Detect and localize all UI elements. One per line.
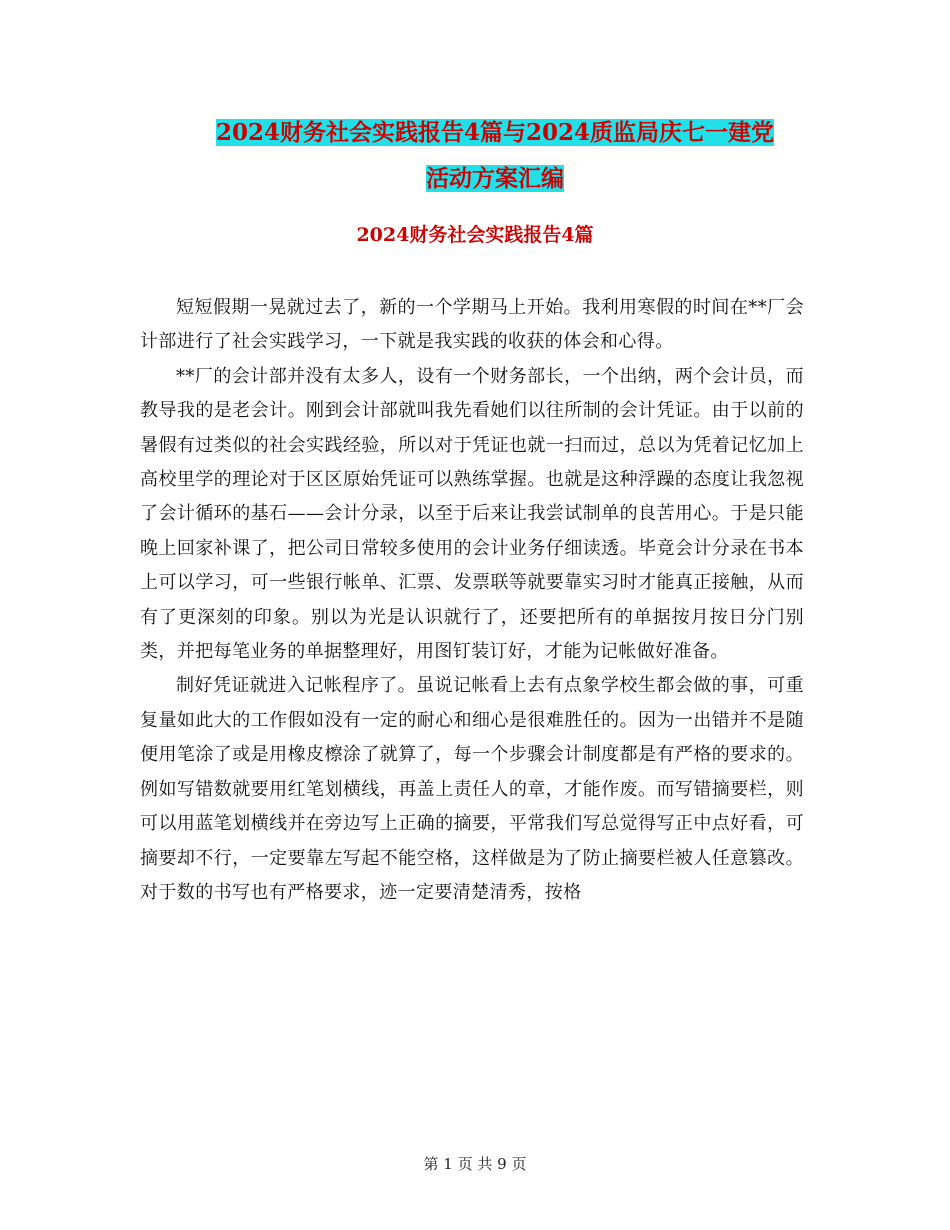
paragraph-3: 制好凭证就进入记帐程序了。虽说记帐看上去有点象学校生都会做的事，可重复量如此大的工作假如没有一定的耐心和细心是很难胜任的。因为一出错并不是随便用笔涂了或是用橡皮檫涂了就算了，每一个步骤会计制度都是有严格的要求的。例如写错数就要用红笔划横线，再盖上责任人的章，才能作废。而写错摘要栏，则可以用蓝笔划横线并在旁边写上正确的摘要，平常我们写总觉得写正中点好看，可摘要却不行，一定要靠左写起不能空格，这样做是为了防止摘要栏被人任意篡改。对于数的书写也有严格要求，迹一定要清楚清秀，按格 — [140, 675, 804, 903]
page-number: 第 1 页 共 9 页 — [423, 1155, 527, 1173]
page-footer — [0, 1152, 950, 1176]
document-body — [140, 291, 804, 910]
paragraph-1: 短短假期一晃就过去了，新的一个学期马上开始。我利用寒假的时间在**厂会计部进行了社会实践学习，一下就是我实践的收获的体会和心得。 — [140, 297, 804, 353]
document-title-line-2: 活动方案汇编 — [426, 165, 564, 192]
section-title: 2024财务社会实践报告4篇 — [356, 224, 594, 246]
paragraph-2: **厂的会计部并没有太多人，设有一个财务部长，一个出纳，两个会计员，而教导我的是老会计。刚到会计部就叫我先看她们以往所制的会计凭证。由于以前的暑假有过类似的社会实践经验，所以对于凭证也就一扫而过，总以为凭着记忆加上高校里学的理论对于区区原始凭证可以熟练掌握。也就是这种浮躁的态度让我忽视了会计循环的基石——会计分录，以至于后来让我尝试制单的良苦用心。于是只能晚上回家补课了，把公司日常较多使用的会计业务仔细读透。毕竟会计分录在书本上可以学习，可一些银行帐单、汇票、发票联等就要靠实习时才能真正接触，从而有了更深刻的印象。别以为光是认识就行了，还要把所有的单据按月按日分门别类，并把每笔业务的单据整理好，用图钉装订好，才能为记帐做好准备。 — [140, 365, 804, 663]
document-title-line-1: 2024财务社会实践报告4篇与2024质监局庆七一建党 — [215, 119, 775, 146]
document-title — [140, 110, 850, 202]
